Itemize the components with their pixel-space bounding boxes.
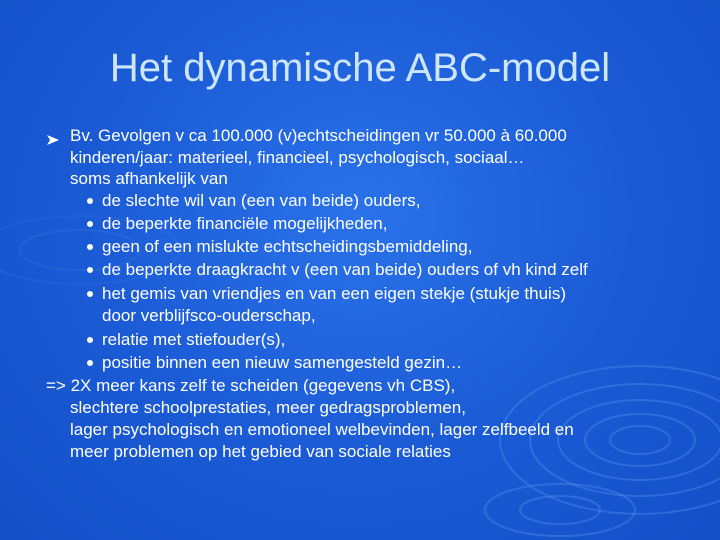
conclusion-line-4: meer problemen op het gebied van sociale relaties [70, 442, 451, 461]
bullet-item-7: positie binnen een nieuw samengesteld gezin… [102, 353, 463, 372]
conclusion-line-3: lager psychologisch en emotioneel welbevinden, lager zelfbeeld en [70, 420, 574, 439]
intro-line-3: soms afhankelijk van [70, 169, 228, 188]
arrow-bullet-icon [46, 134, 60, 146]
dot-bullet-icon [87, 198, 93, 204]
bullet-item-5-line-2: door verblijfsco-ouderschap, [102, 305, 316, 325]
dot-bullet-icon [87, 291, 93, 297]
conclusion-line-2: slechtere schoolprestaties, meer gedragsproblemen, [70, 398, 466, 417]
intro-line-2: kinderen/jaar: materieel, financieel, psychologisch, sociaal… [70, 147, 525, 167]
bullet-item-6: relatie met stiefouder(s), [102, 330, 286, 349]
dot-bullet-icon [87, 337, 93, 343]
bullet-item-1: de slechte wil van (een van beide) ouders, [102, 191, 421, 210]
dot-bullet-icon [87, 360, 93, 366]
dot-bullet-icon [87, 244, 93, 250]
bullet-item-5-line-1: het gemis van vriendjes en van een eigen stekje (stukje thuis) [102, 284, 566, 303]
dot-bullet-icon [87, 221, 93, 227]
bullet-item-3: geen of een mislukte echtscheidingsbemiddeling, [102, 237, 473, 256]
dot-bullet-icon [87, 267, 93, 273]
intro-line-1: Bv. Gevolgen v ca 100.000 (v)echtscheidingen vr 50.000 à 60.000 [70, 126, 567, 145]
bullet-item-4: de beperkte draagkracht v (een van beide) ouders of vh kind zelf [102, 260, 588, 279]
conclusion-line-1: => 2X meer kans zelf te scheiden (gegevens vh CBS), [46, 376, 456, 395]
slide-title: Het dynamische ABC-model [109, 46, 611, 90]
bullet-item-2: de beperkte financiële mogelijkheden, [102, 214, 388, 233]
